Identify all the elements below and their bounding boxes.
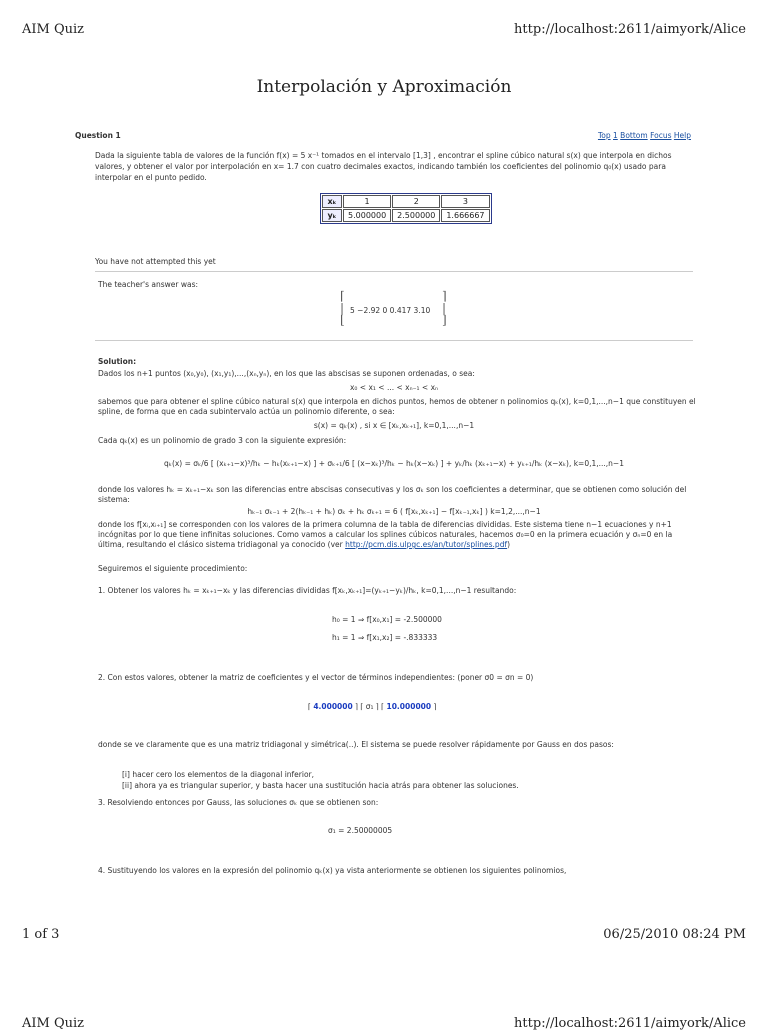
solution-p3: Cada qₖ(x) es un polinomio de grado 3 con la siguiente expresión: (98, 436, 347, 445)
teacher-label: The teacher's answer was: (98, 280, 199, 289)
solution-p7: donde se ve claramente que es una matriz tridiagonal y simétrica(..). El sistema se puede resolver rápidamente por Gauss en dos pasos: (98, 740, 614, 749)
table-head-x: xₖ (322, 195, 342, 208)
page-count: 1 of 3 (22, 927, 60, 942)
step-2: 2. Con estos valores, obtener la matriz de coeficientes y el vector de términos independientes: (poner σ0 = σn = 0) (98, 673, 534, 682)
gauss-step-ii: [ii] ahora ya es triangular superior, y basta hacer una sustitución hacia atrás para obtener las soluciones. (122, 781, 519, 790)
sigma1-result: σ₁ = 2.50000005 (328, 826, 393, 835)
table-row (322, 195, 490, 208)
table-head-y: yₖ (322, 209, 342, 222)
nav-1-link[interactable]: 1 (613, 131, 618, 140)
question-text: Dada la siguiente tabla de valores de la función f(x) = 5 x⁻¹ tomados en el intervalo [1,3] , encontrar el spline cúbico natural s(x) que interpola en dichos valores, y obtener el valor por interpolación en x= 1.7 con cuatro decimales exactos, indicando también los coeficientes del polinomio q₀(x) usado para interpolar en el punto pedido. (95, 151, 672, 182)
next-header-url: http://localhost:2611/aimyork/Alice (514, 1016, 746, 1031)
solution-p5 (98, 520, 696, 550)
h1-result: h₁ = 1 ⇒ f[x₁,x₂] = -.833333 (332, 633, 438, 642)
solution-eq3: qₖ(x) = σₖ/6 [ (xₖ₊₁−x)³/hₖ − hₖ(xₖ₊₁−x) ] + σₖ₊₁/6 [ (x−xₖ)³/hₖ − hₖ(x−xₖ) ] + yₖ/hₖ (xₖ₊₁−x) + yₖ₊₁/hₖ (x−xₖ), k=0,1,...,n−1 (163, 459, 624, 468)
solution-eq1: x₀ < x₁ < ... < xₙ₋₁ < xₙ (349, 383, 439, 392)
matrix-system: ⌈ 4.000000 ⌉ ⌈ σ₁ ⌉ ⌈ 10.000000 ⌉ (308, 702, 437, 711)
solution-title: Solution: (98, 357, 137, 366)
nav-bottom-link[interactable]: Bottom (620, 131, 648, 140)
divider (95, 271, 693, 272)
answer-right-bracket: ⌉ | ⌋ (442, 289, 447, 327)
table-cell: 3 (441, 195, 489, 208)
table-cell: 5.000000 (343, 209, 391, 222)
print-timestamp: 06/25/2010 08:24 PM (603, 927, 746, 942)
nav-focus-link[interactable]: Focus (650, 131, 672, 140)
solution-eq4: hₖ₋₁ σₖ₋₁ + 2(hₖ₋₁ + hₖ) σₖ + hₖ σₖ₊₁ = 6 ( f[xₖ,xₖ₊₁] − f[xₖ₋₁,xₖ] ) k=1,2,...,n−1 (247, 507, 541, 516)
solution-p5-end: ) (507, 540, 511, 549)
header-title: AIM Quiz (22, 22, 85, 37)
table-cell: 1.666667 (441, 209, 489, 222)
values-table (320, 193, 492, 224)
values-table-wrap (320, 193, 492, 224)
step-4: 4. Sustituyendo los valores en la expresión del polinomio qₖ(x) ya vista anteriormente se obtienen los siguientes polinomios, (98, 866, 567, 875)
table-cell: 2.500000 (392, 209, 440, 222)
step-3: 3. Resolviendo entonces por Gauss, las soluciones σₖ que se obtienen son: (98, 798, 379, 807)
teacher-answer: 5 −2.92 0 0.417 3.10 (350, 306, 431, 315)
nav-help-link[interactable]: Help (673, 131, 691, 140)
matrix-unknown: σ₁ (365, 702, 374, 711)
attempt-status: You have not attempted this yet (95, 257, 216, 266)
table-cell: 1 (343, 195, 391, 208)
solution-eq2: s(x) = qₖ(x) , si x ∈ [xₖ,xₖ₊₁], k=0,1,...,n−1 (313, 421, 475, 430)
solution-p5-text: donde los f[xᵢ,xᵢ₊₁] se corresponden con los valores de la primera columna de la tabla de diferencias divididas. Este sistema tiene n−1 ecuaciones y n+1 incógnitas por lo que tiene infinitas soluciones. Como vamos a calcular los splines cúbicos naturales, hacemos σ₀=0 en la primera ecuación y σₙ=0 en la última, resultando el clásico sistema tridiagonal ya conocido (ver (98, 520, 673, 549)
page-title: Interpolación y Aproximación (256, 77, 512, 97)
answer-left-bracket: ⌈ | ⌊ (340, 289, 345, 327)
question-nav (598, 131, 691, 140)
solution-p6: Seguiremos el siguiente procedimiento: (98, 564, 248, 573)
divider (95, 340, 693, 341)
matrix-rhs: 10.000000 (386, 702, 432, 711)
splines-pdf-link[interactable]: http://pcm.dis.ulpgc.es/an/tutor/splines.pdf (345, 540, 508, 549)
next-header-title: AIM Quiz (22, 1016, 85, 1031)
solution-p2: sabemos que para obtener el spline cúbico natural s(x) que interpola en dichos puntos, hemos de obtener n polinomios qₖ(x), k=0,1,...,n−1 que constituyen el spline, de forma que en cada subintervalo actúa un polinomio diferente, o sea: (98, 397, 696, 416)
nav-top-link[interactable]: Top (597, 131, 611, 140)
table-row (322, 209, 490, 222)
step-1: 1. Obtener los valores hₖ = xₖ₊₁−xₖ y las diferencias divididas f[xₖ,xₖ₊₁]=(yₖ₊₁−yₖ)/hₖ, k=0,1,...,n−1 resultando: (98, 586, 517, 595)
header-url: http://localhost:2611/aimyork/Alice (514, 22, 746, 37)
table-cell: 2 (392, 195, 440, 208)
solution-p1: Dados los n+1 puntos (x₀,y₀), (x₁,y₁),...,(xₙ,yₙ), en los que las abscisas se suponen ordenadas, o sea: (98, 369, 475, 378)
matrix-coefficient: 4.000000 (313, 702, 353, 711)
gauss-step-i: [i] hacer cero los elementos de la diagonal inferior, (122, 770, 315, 779)
h0-result: h₀ = 1 ⇒ f[x₀,x₁] = -2.500000 (332, 615, 442, 624)
question-label: Question 1 (75, 131, 121, 140)
solution-p4: donde los valores hₖ = xₖ₊₁−xₖ son las diferencias entre abscisas consecutivas y los σₖ son los coeficientes a determinar, que se obtienen como solución del sistema: (98, 485, 687, 504)
